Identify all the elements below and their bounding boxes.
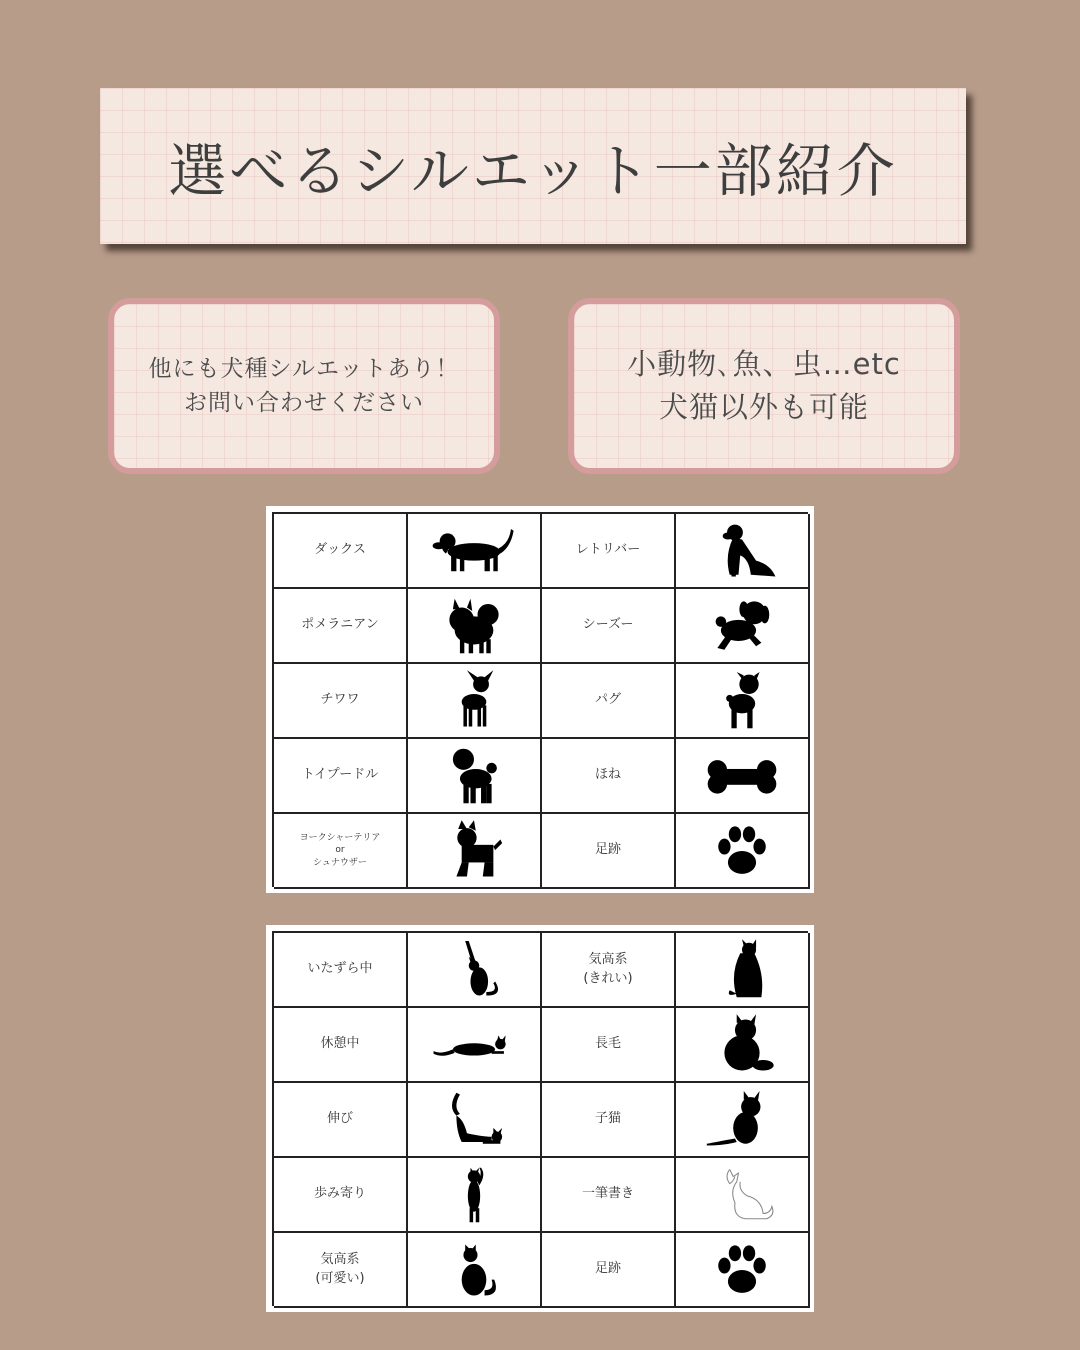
chihuahua-icon <box>408 664 542 739</box>
breed-name-cell: レトリバー <box>542 514 676 589</box>
cat-cute-icon <box>408 1233 542 1308</box>
breed-name-cell: 気高系 (可愛い) <box>274 1233 408 1308</box>
breed-name-cell: ポメラニアン <box>274 589 408 664</box>
dog-silhouette-table <box>266 506 814 893</box>
breed-name-cell: 一筆書き <box>542 1158 676 1233</box>
breed-name-cell: トイプードル <box>274 739 408 814</box>
breed-name-cell: 休憩中 <box>274 1008 408 1083</box>
title-card <box>100 88 966 244</box>
paw-print-icon <box>676 814 810 889</box>
note-line: 小動物､魚、虫…etc <box>627 346 901 381</box>
page-title: 選べるシルエット一部紹介 <box>168 137 898 205</box>
paw-print-icon <box>676 1233 810 1308</box>
breed-name-cell: シーズー <box>542 589 676 664</box>
cat-line-drawing-icon <box>676 1158 810 1233</box>
cat-approaching-icon <box>408 1158 542 1233</box>
breed-name-cell: パグ <box>542 664 676 739</box>
breed-name-cell: 足跡 <box>542 1233 676 1308</box>
retriever-icon <box>676 514 810 589</box>
table-grid <box>272 931 808 1306</box>
breed-name-cell: 伸び <box>274 1083 408 1158</box>
breed-name-cell: いたずら中 <box>274 933 408 1008</box>
shihtzu-icon <box>676 589 810 664</box>
breed-name-cell: 気高系 (きれい) <box>542 933 676 1008</box>
cat-reaching-icon <box>408 933 542 1008</box>
note-line: お問い合わせください <box>184 390 424 416</box>
cat-elegant-icon <box>676 933 810 1008</box>
kitten-icon <box>676 1083 810 1158</box>
breed-name-cell: 足跡 <box>542 814 676 889</box>
dachshund-icon <box>408 514 542 589</box>
cat-longhair-icon <box>676 1008 810 1083</box>
breed-name-cell: 子猫 <box>542 1083 676 1158</box>
breed-name-cell: ほね <box>542 739 676 814</box>
bone-icon <box>676 739 810 814</box>
pomeranian-icon <box>408 589 542 664</box>
cat-silhouette-table <box>266 925 814 1312</box>
note-line: 他にも犬種シルエットあり！ <box>148 355 460 382</box>
note-card-other-breeds <box>108 298 500 474</box>
breed-name-cell: 長毛 <box>542 1008 676 1083</box>
breed-name-cell: ヨークシャーテリア or シュナウザー <box>274 814 408 889</box>
note-card-other-animals <box>568 298 960 474</box>
toy-poodle-icon <box>408 739 542 814</box>
pug-icon <box>676 664 810 739</box>
cat-stretching-icon <box>408 1083 542 1158</box>
terrier-icon <box>408 814 542 889</box>
table-grid <box>272 512 808 887</box>
breed-name-cell: 歩み寄り <box>274 1158 408 1233</box>
breed-name-cell: チワワ <box>274 664 408 739</box>
cat-lying-icon <box>408 1008 542 1083</box>
note-line: 犬猫以外も可能 <box>658 390 869 424</box>
breed-name-cell: ダックス <box>274 514 408 589</box>
